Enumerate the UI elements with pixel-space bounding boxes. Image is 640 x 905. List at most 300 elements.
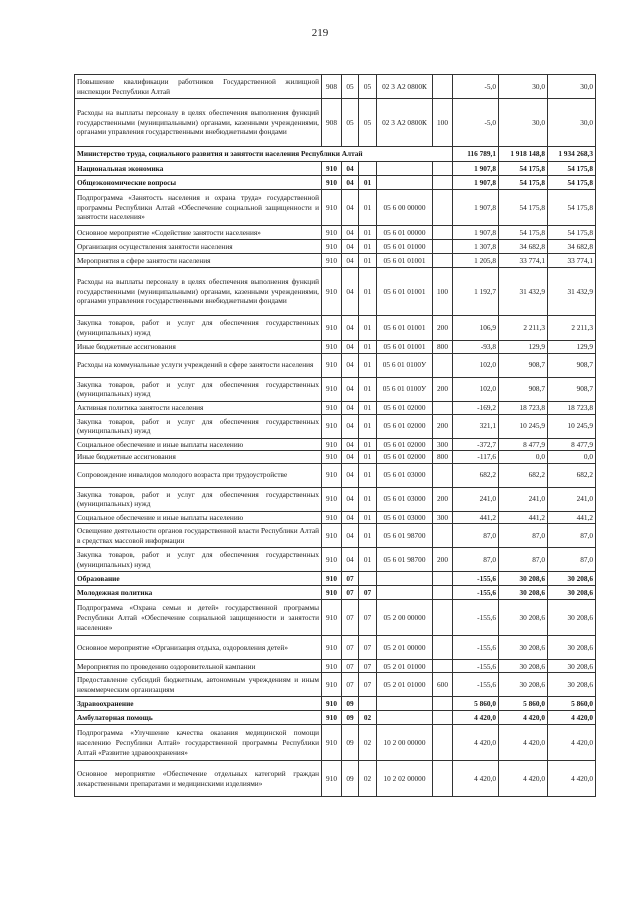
table-row [75, 572, 596, 586]
row-section-code: 07 [342, 660, 359, 673]
row-ministry-code: 910 [322, 341, 342, 354]
row-amount-year-1: 2 211,3 [499, 316, 548, 341]
row-ministry-code: 910 [322, 660, 342, 673]
row-target-article-code: 05 6 01 02000 [377, 401, 433, 414]
row-ministry-code: 910 [322, 254, 342, 268]
row-expense-type-code: 200 [433, 414, 453, 438]
row-expense-type-code [433, 711, 453, 725]
row-ministry-code: 910 [322, 176, 342, 190]
row-amount-year-2: 5 860,0 [548, 697, 596, 711]
row-section-code: 04 [342, 511, 359, 524]
row-name: Закупка товаров, работ и услуг для обеспечения государственных (муниципальных) нужд [75, 377, 322, 401]
row-target-article-code: 05 2 01 01000 [377, 660, 433, 673]
row-name: Образование [75, 572, 322, 586]
row-amount-year-2: 441,2 [548, 511, 596, 524]
row-amount-year-2: 30 208,6 [548, 673, 596, 697]
table-row [75, 524, 596, 548]
table-row [75, 636, 596, 660]
row-subsection-code: 01 [359, 377, 377, 401]
row-expense-type-code: 200 [433, 487, 453, 511]
row-amount-year-1: 54 175,8 [499, 226, 548, 240]
row-expense-type-code: 200 [433, 377, 453, 401]
row-amount-year-2: 30 208,6 [548, 636, 596, 660]
row-section-code: 04 [342, 268, 359, 316]
row-target-article-code: 10 2 00 00000 [377, 725, 433, 761]
row-expense-type-code [433, 725, 453, 761]
row-amount-change: 4 420,0 [453, 761, 499, 797]
row-ministry-code: 910 [322, 401, 342, 414]
row-name: Мероприятия по проведению оздоровительной кампании [75, 660, 322, 673]
row-name: Закупка товаров, работ и услуг для обеспечения государственных (муниципальных) нужд [75, 548, 322, 572]
table-row [75, 75, 596, 99]
row-amount-year-2: 0,0 [548, 451, 596, 464]
row-target-article-code: 05 6 01 01001 [377, 268, 433, 316]
row-section-code: 07 [342, 600, 359, 636]
row-section-code: 04 [342, 316, 359, 341]
row-expense-type-code [433, 572, 453, 586]
row-amount-change: -155,6 [453, 586, 499, 600]
row-expense-type-code [433, 254, 453, 268]
row-expense-type-code [433, 75, 453, 99]
row-name: Основное мероприятие «Обеспечение отдельных категорий граждан лекарственными препаратами и медицинскими изделиями» [75, 761, 322, 797]
table-row [75, 673, 596, 697]
row-amount-year-1: 34 682,8 [499, 240, 548, 254]
row-subsection-code: 01 [359, 226, 377, 240]
row-ministry-code: 910 [322, 697, 342, 711]
row-target-article-code: 05 6 01 98700 [377, 524, 433, 548]
row-target-article-code: 05 6 00 00000 [377, 190, 433, 226]
row-section-code: 04 [342, 524, 359, 548]
row-amount-year-2: 30 208,6 [548, 660, 596, 673]
row-name: Иные бюджетные ассигнования [75, 341, 322, 354]
row-amount-year-1: 30 208,6 [499, 600, 548, 636]
table-row [75, 586, 596, 600]
row-amount-year-1: 30 208,6 [499, 586, 548, 600]
row-name: Закупка товаров, работ и услуг для обеспечения государственных (муниципальных) нужд [75, 414, 322, 438]
table-row [75, 226, 596, 240]
row-amount-change: 1 192,7 [453, 268, 499, 316]
row-expense-type-code [433, 524, 453, 548]
row-target-article-code: 05 6 01 01001 [377, 254, 433, 268]
row-target-article-code [377, 162, 433, 176]
row-name: Министерство труда, социального развития и занятости населения Республики Алтай [75, 147, 453, 162]
row-section-code: 09 [342, 761, 359, 797]
row-amount-year-1: 4 420,0 [499, 761, 548, 797]
row-expense-type-code: 800 [433, 341, 453, 354]
row-amount-year-1: 908,7 [499, 353, 548, 377]
row-ministry-code: 910 [322, 600, 342, 636]
table-row [75, 316, 596, 341]
row-amount-year-2: 1 934 268,3 [548, 147, 596, 162]
row-amount-year-2: 10 245,9 [548, 414, 596, 438]
row-target-article-code: 05 2 00 00000 [377, 600, 433, 636]
row-subsection-code [359, 697, 377, 711]
row-subsection-code: 01 [359, 353, 377, 377]
row-ministry-code: 910 [322, 548, 342, 572]
row-subsection-code: 01 [359, 240, 377, 254]
row-section-code: 07 [342, 636, 359, 660]
row-amount-change: -155,6 [453, 600, 499, 636]
row-amount-year-1: 1 918 148,8 [499, 147, 548, 162]
row-amount-year-1: 30 208,6 [499, 660, 548, 673]
row-target-article-code: 02 3 А2 0800К [377, 99, 433, 147]
table-row [75, 240, 596, 254]
row-ministry-code: 910 [322, 511, 342, 524]
row-name: Освещение деятельности органов государственной власти Республики Алтай в средствах массовой информации [75, 524, 322, 548]
row-section-code: 07 [342, 586, 359, 600]
row-amount-change: -155,6 [453, 636, 499, 660]
row-amount-change: 321,1 [453, 414, 499, 438]
row-section-code: 04 [342, 240, 359, 254]
row-ministry-code: 910 [322, 711, 342, 725]
row-amount-change: 106,9 [453, 316, 499, 341]
row-expense-type-code [433, 353, 453, 377]
row-section-code: 09 [342, 725, 359, 761]
row-amount-year-2: 4 420,0 [548, 725, 596, 761]
row-amount-year-1: 30 208,6 [499, 636, 548, 660]
row-amount-change: -5,0 [453, 75, 499, 99]
row-amount-year-1: 30 208,6 [499, 673, 548, 697]
row-amount-change: 241,0 [453, 487, 499, 511]
row-amount-year-1: 10 245,9 [499, 414, 548, 438]
row-amount-year-2: 2 211,3 [548, 316, 596, 341]
row-section-code: 09 [342, 711, 359, 725]
row-amount-change: -155,6 [453, 660, 499, 673]
row-amount-change: -155,6 [453, 673, 499, 697]
row-amount-year-2: 54 175,8 [548, 162, 596, 176]
row-amount-year-2: 4 420,0 [548, 761, 596, 797]
row-target-article-code: 05 6 01 0100У [377, 377, 433, 401]
row-amount-year-1: 8 477,9 [499, 438, 548, 451]
row-target-article-code: 05 6 01 00000 [377, 226, 433, 240]
row-section-code: 07 [342, 572, 359, 586]
table-row [75, 147, 596, 162]
row-section-code: 04 [342, 162, 359, 176]
row-name: Организация осуществления занятости населения [75, 240, 322, 254]
row-section-code: 04 [342, 377, 359, 401]
row-ministry-code: 910 [322, 353, 342, 377]
row-ministry-code: 910 [322, 162, 342, 176]
row-amount-change: 5 860,0 [453, 697, 499, 711]
row-target-article-code [377, 176, 433, 190]
row-subsection-code: 01 [359, 254, 377, 268]
row-amount-change: 1 307,8 [453, 240, 499, 254]
row-amount-change: 1 907,8 [453, 176, 499, 190]
row-amount-change: -372,7 [453, 438, 499, 451]
row-name: Сопровождение инвалидов молодого возраста при трудоустройстве [75, 463, 322, 487]
page-number: 219 [311, 27, 329, 39]
row-ministry-code: 910 [322, 226, 342, 240]
row-subsection-code: 01 [359, 341, 377, 354]
row-ministry-code: 908 [322, 75, 342, 99]
table-row [75, 600, 596, 636]
table-row [75, 711, 596, 725]
row-expense-type-code: 800 [433, 451, 453, 464]
row-amount-year-2: 8 477,9 [548, 438, 596, 451]
row-ministry-code: 910 [322, 673, 342, 697]
row-name: Расходы на выплаты персоналу в целях обеспечения выполнения функций государственными (муниципальными) органами, казенными учреждениями, органами управления государственными внебюджетными фондами [75, 99, 322, 147]
row-amount-change: 1 907,8 [453, 162, 499, 176]
row-section-code: 04 [342, 487, 359, 511]
row-ministry-code: 908 [322, 99, 342, 147]
row-ministry-code: 910 [322, 316, 342, 341]
row-amount-year-1: 30,0 [499, 99, 548, 147]
row-amount-change: 682,2 [453, 463, 499, 487]
table-row [75, 660, 596, 673]
table-row [75, 176, 596, 190]
row-subsection-code: 01 [359, 414, 377, 438]
row-ministry-code: 910 [322, 377, 342, 401]
row-amount-year-2: 87,0 [548, 524, 596, 548]
row-subsection-code: 07 [359, 600, 377, 636]
row-section-code: 04 [342, 226, 359, 240]
row-name: Расходы на выплаты персоналу в целях обеспечения выполнения функций государственными (муниципальными) органами, казенными учреждениями, органами управления государственными внебюджетными фондами [75, 268, 322, 316]
row-amount-year-2: 33 774,1 [548, 254, 596, 268]
row-target-article-code: 05 6 01 03000 [377, 463, 433, 487]
row-subsection-code: 01 [359, 401, 377, 414]
row-amount-year-1: 30,0 [499, 75, 548, 99]
budget-table-body [75, 75, 596, 797]
row-target-article-code: 05 6 01 01001 [377, 316, 433, 341]
row-amount-year-2: 241,0 [548, 487, 596, 511]
row-amount-year-2: 54 175,8 [548, 190, 596, 226]
row-expense-type-code: 100 [433, 99, 453, 147]
row-amount-year-2: 129,9 [548, 341, 596, 354]
row-amount-change: -155,6 [453, 572, 499, 586]
row-subsection-code: 02 [359, 725, 377, 761]
row-target-article-code: 05 6 01 02000 [377, 414, 433, 438]
row-subsection-code: 01 [359, 438, 377, 451]
table-row [75, 254, 596, 268]
row-target-article-code: 05 2 01 01000 [377, 673, 433, 697]
row-target-article-code: 05 6 01 02000 [377, 451, 433, 464]
row-amount-year-2: 18 723,8 [548, 401, 596, 414]
row-amount-year-1: 241,0 [499, 487, 548, 511]
row-expense-type-code: 300 [433, 438, 453, 451]
row-ministry-code: 910 [322, 487, 342, 511]
row-amount-year-2: 682,2 [548, 463, 596, 487]
table-row [75, 401, 596, 414]
row-ministry-code: 910 [322, 725, 342, 761]
row-name: Социальное обеспечение и иные выплаты населению [75, 438, 322, 451]
row-name: Закупка товаров, работ и услуг для обеспечения государственных (муниципальных) нужд [75, 487, 322, 511]
row-amount-change: 102,0 [453, 353, 499, 377]
row-amount-year-2: 4 420,0 [548, 711, 596, 725]
row-section-code: 07 [342, 673, 359, 697]
row-name: Здравоохранение [75, 697, 322, 711]
row-ministry-code: 910 [322, 524, 342, 548]
row-amount-year-1: 5 860,0 [499, 697, 548, 711]
row-ministry-code: 910 [322, 240, 342, 254]
row-expense-type-code: 600 [433, 673, 453, 697]
row-subsection-code: 01 [359, 524, 377, 548]
row-amount-year-1: 54 175,8 [499, 176, 548, 190]
row-name: Общеэкономические вопросы [75, 176, 322, 190]
row-name: Подпрограмма «Охрана семьи и детей» государственной программы Республики Алтай «Обеспечение социальной защищенности и занятости населения» [75, 600, 322, 636]
row-section-code: 04 [342, 401, 359, 414]
row-amount-change: -117,6 [453, 451, 499, 464]
table-row [75, 725, 596, 761]
row-name: Повышение квалификации работников Государственной жилищной инспекции Республики Алтай [75, 75, 322, 99]
row-amount-year-1: 682,2 [499, 463, 548, 487]
row-amount-year-1: 54 175,8 [499, 162, 548, 176]
row-target-article-code: 05 6 01 98700 [377, 548, 433, 572]
row-subsection-code: 07 [359, 673, 377, 697]
row-section-code: 04 [342, 451, 359, 464]
row-subsection-code [359, 572, 377, 586]
row-subsection-code: 01 [359, 511, 377, 524]
row-amount-year-1: 30 208,6 [499, 572, 548, 586]
row-amount-change: -169,2 [453, 401, 499, 414]
row-subsection-code: 05 [359, 75, 377, 99]
row-amount-year-1: 4 420,0 [499, 711, 548, 725]
row-section-code: 04 [342, 548, 359, 572]
row-target-article-code [377, 697, 433, 711]
row-target-article-code: 05 6 01 0100У [377, 353, 433, 377]
row-ministry-code: 910 [322, 572, 342, 586]
row-subsection-code: 01 [359, 548, 377, 572]
row-amount-year-1: 31 432,9 [499, 268, 548, 316]
table-row [75, 99, 596, 147]
row-subsection-code [359, 162, 377, 176]
row-target-article-code: 10 2 02 00000 [377, 761, 433, 797]
table-row [75, 548, 596, 572]
row-amount-change: -5,0 [453, 99, 499, 147]
row-subsection-code: 01 [359, 190, 377, 226]
row-expense-type-code [433, 162, 453, 176]
row-amount-change: 4 420,0 [453, 711, 499, 725]
row-amount-year-1: 4 420,0 [499, 725, 548, 761]
row-expense-type-code [433, 240, 453, 254]
row-target-article-code: 05 2 01 00000 [377, 636, 433, 660]
row-amount-change: -93,8 [453, 341, 499, 354]
row-target-article-code: 02 3 А2 0800К [377, 75, 433, 99]
table-row [75, 162, 596, 176]
row-amount-year-1: 0,0 [499, 451, 548, 464]
row-expense-type-code [433, 660, 453, 673]
row-section-code: 04 [342, 176, 359, 190]
row-section-code: 09 [342, 697, 359, 711]
table-row [75, 377, 596, 401]
row-name: Мероприятия в сфере занятости населения [75, 254, 322, 268]
row-ministry-code: 910 [322, 451, 342, 464]
row-expense-type-code: 200 [433, 316, 453, 341]
row-amount-change: 87,0 [453, 524, 499, 548]
row-amount-year-2: 908,7 [548, 353, 596, 377]
row-amount-year-2: 30 208,6 [548, 600, 596, 636]
row-amount-change: 102,0 [453, 377, 499, 401]
row-amount-change: 4 420,0 [453, 725, 499, 761]
row-amount-year-2: 30,0 [548, 99, 596, 147]
row-amount-year-1: 129,9 [499, 341, 548, 354]
row-name: Молодежная политика [75, 586, 322, 600]
row-amount-year-2: 30 208,6 [548, 572, 596, 586]
table-row [75, 697, 596, 711]
row-subsection-code: 01 [359, 176, 377, 190]
row-amount-year-2: 30,0 [548, 75, 596, 99]
row-target-article-code [377, 572, 433, 586]
row-name: Подпрограмма «Занятость населения и охрана труда» государственной программы Республики Алтай «Обеспечение социальной защищенности и занятости населения» [75, 190, 322, 226]
row-ministry-code: 910 [322, 190, 342, 226]
row-expense-type-code: 300 [433, 511, 453, 524]
row-amount-change: 116 789,1 [453, 147, 499, 162]
row-name: Основное мероприятие «Организация отдыха, оздоровления детей» [75, 636, 322, 660]
row-name: Активная политика занятости населения [75, 401, 322, 414]
row-amount-year-1: 908,7 [499, 377, 548, 401]
row-ministry-code: 910 [322, 636, 342, 660]
row-name: Амбулаторная помощь [75, 711, 322, 725]
row-name: Иные бюджетные ассигнования [75, 451, 322, 464]
row-section-code: 04 [342, 353, 359, 377]
row-amount-year-2: 87,0 [548, 548, 596, 572]
row-section-code: 05 [342, 99, 359, 147]
row-expense-type-code [433, 697, 453, 711]
row-amount-year-2: 30 208,6 [548, 586, 596, 600]
table-row [75, 487, 596, 511]
row-name: Основное мероприятие «Содействие занятости населения» [75, 226, 322, 240]
row-amount-year-1: 87,0 [499, 548, 548, 572]
row-ministry-code: 910 [322, 586, 342, 600]
row-amount-year-2: 54 175,8 [548, 176, 596, 190]
row-target-article-code [377, 711, 433, 725]
row-expense-type-code [433, 190, 453, 226]
row-amount-year-1: 54 175,8 [499, 190, 548, 226]
row-amount-year-1: 18 723,8 [499, 401, 548, 414]
row-expense-type-code [433, 226, 453, 240]
table-row [75, 438, 596, 451]
row-section-code: 04 [342, 254, 359, 268]
table-row [75, 761, 596, 797]
row-name: Национальная экономика [75, 162, 322, 176]
row-subsection-code: 07 [359, 586, 377, 600]
row-target-article-code: 05 6 01 01000 [377, 240, 433, 254]
row-subsection-code: 01 [359, 487, 377, 511]
row-subsection-code: 02 [359, 711, 377, 725]
table-row [75, 511, 596, 524]
row-subsection-code: 01 [359, 463, 377, 487]
row-target-article-code: 05 6 01 01001 [377, 341, 433, 354]
row-subsection-code: 05 [359, 99, 377, 147]
row-expense-type-code: 100 [433, 268, 453, 316]
row-section-code: 04 [342, 438, 359, 451]
row-name: Подпрограмма «Улучшение качества оказания медицинской помощи населению Республики Алтай» государственной программы Республики Алтай «Развитие здравоохранения» [75, 725, 322, 761]
row-amount-year-2: 31 432,9 [548, 268, 596, 316]
row-expense-type-code: 200 [433, 548, 453, 572]
row-section-code: 04 [342, 414, 359, 438]
row-expense-type-code [433, 401, 453, 414]
row-ministry-code: 910 [322, 268, 342, 316]
budget-table [74, 74, 596, 797]
row-amount-change: 87,0 [453, 548, 499, 572]
table-row [75, 268, 596, 316]
row-subsection-code: 07 [359, 636, 377, 660]
row-amount-year-2: 908,7 [548, 377, 596, 401]
row-amount-year-2: 34 682,8 [548, 240, 596, 254]
row-ministry-code: 910 [322, 463, 342, 487]
row-subsection-code: 02 [359, 761, 377, 797]
row-target-article-code: 05 6 01 02000 [377, 438, 433, 451]
row-amount-year-1: 33 774,1 [499, 254, 548, 268]
row-subsection-code: 01 [359, 268, 377, 316]
table-row [75, 414, 596, 438]
row-expense-type-code [433, 176, 453, 190]
row-amount-year-1: 87,0 [499, 524, 548, 548]
row-amount-year-1: 441,2 [499, 511, 548, 524]
row-section-code: 04 [342, 463, 359, 487]
row-name: Социальное обеспечение и иные выплаты населению [75, 511, 322, 524]
table-row [75, 463, 596, 487]
row-target-article-code: 05 6 01 03000 [377, 511, 433, 524]
